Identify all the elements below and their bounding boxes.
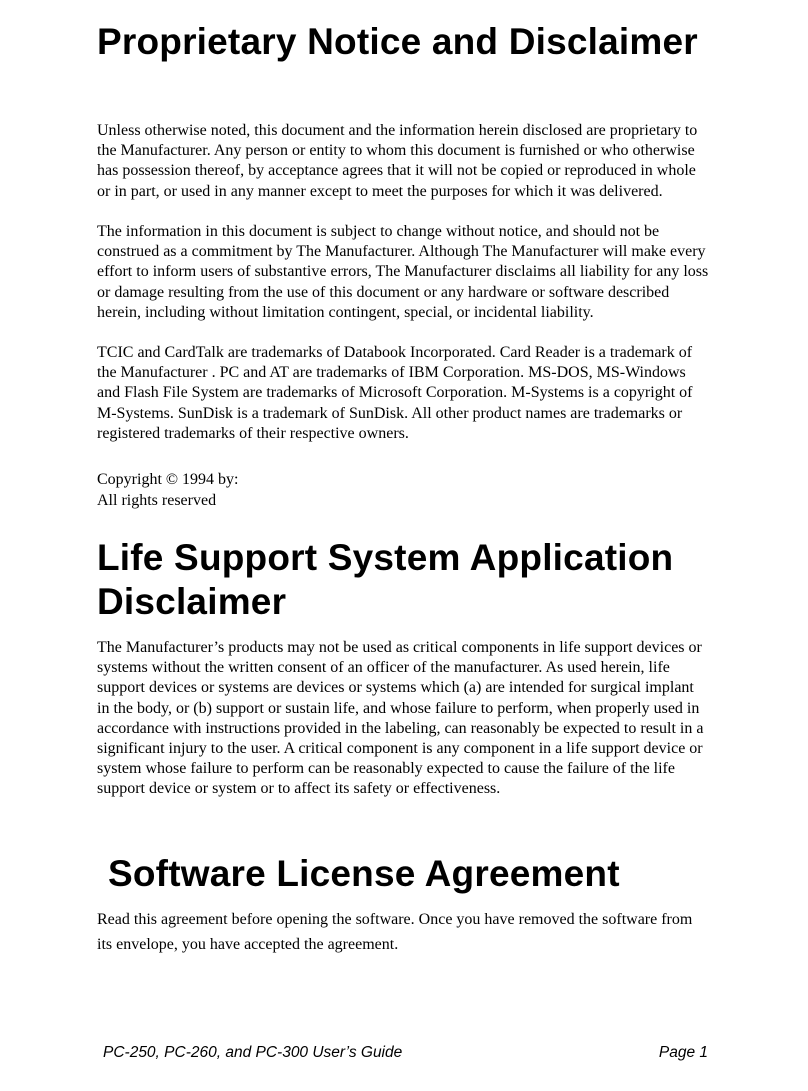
information-disclaimer-paragraph: The information in this document is subject to change without notice, and should not be construed as a commitment by The Manufacturer. Although The Manufacturer will make every effort to inform users of substantive errors, The Manufacturer disclaims all liability for any loss or damage resulting from the use of this document or any hardware or software described herein, including without limitation contingent, special, or incidental liability.: [97, 223, 709, 321]
trademarks-paragraph: TCIC and CardTalk are trademarks of Databook Incorporated. Card Reader is a trademark of the Manufacturer . PC and AT are trademarks of IBM Corporation. MS-DOS, MS-Windows and Flash File System are trademarks of Microsoft Corporation. M-Systems is a copyright of M-Systems. SunDisk is a trademark of SunDisk. All other product names are trademarks or registered trademarks of their respective owners.: [97, 344, 693, 442]
software-license-heading: Software License Agreement: [108, 853, 620, 894]
proprietary-notice-heading: Proprietary Notice and Disclaimer: [97, 21, 698, 62]
proprietary-paragraph: Unless otherwise noted, this document and the information herein disclosed are proprietary to the Manufacturer. Any person or entity to whom this document is furnished or who otherwise has possession thereof, by acceptance agrees that it will not be copied or reproduced in whole or in part, or used in any manner except to meet the purposes for which it was delivered.: [97, 122, 698, 200]
footer-guide-title: PC-250, PC-260, and PC-300 User’s Guide: [103, 1044, 403, 1061]
footer-page-number: Page 1: [658, 1044, 708, 1061]
copyright-line: Copyright © 1994 by:: [97, 471, 239, 488]
rights-reserved-line: All rights reserved: [97, 492, 217, 509]
software-license-paragraph: Read this agreement before opening the software. Once you have removed the software from its envelope, you have accepted the agreement.: [97, 911, 693, 953]
life-support-heading: Life Support System Application Disclaimer: [97, 537, 674, 622]
life-support-paragraph: The Manufacturer’s products may not be used as critical components in life support devices or systems without the written consent of an officer of the manufacturer. As used herein, life support devices or systems are devices or systems which (a) are intended for surgical implant in the body, or (b) support or sustain life, and whose failure to perform, when properly used in accordance with instructions provided in the labeling, can reasonably be expected to result in a significant injury to the user. A critical component is any component in a life support device or system whose failure to perform can be reasonably expected to cause the failure of the life support device or system or to affect its safety or effectiveness.: [97, 639, 704, 798]
